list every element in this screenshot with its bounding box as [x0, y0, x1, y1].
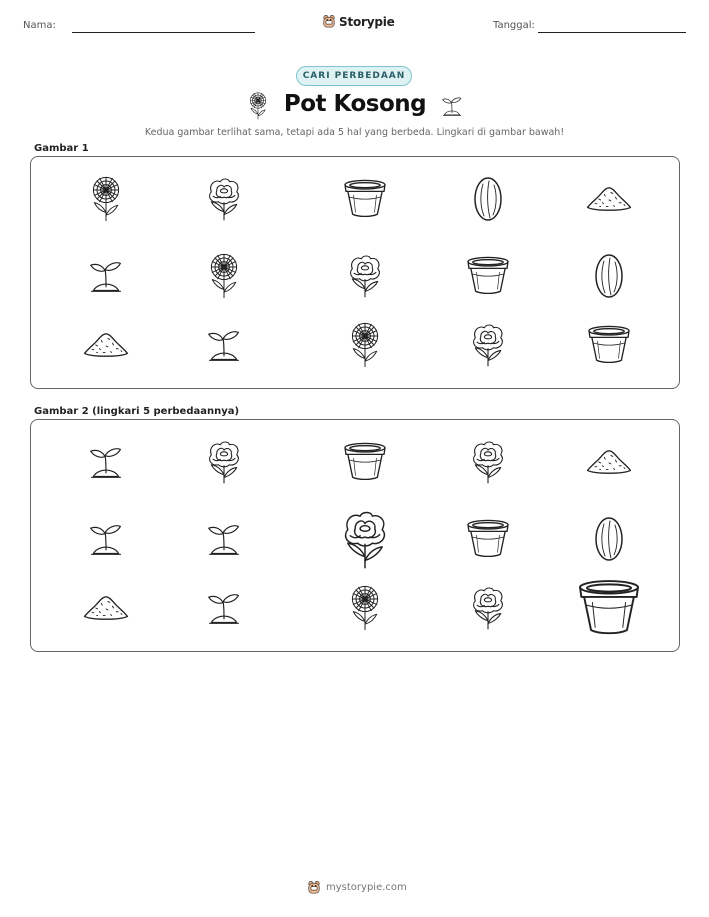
picture-cell: [335, 250, 395, 302]
picture-cell[interactable]: [194, 582, 254, 634]
picture-cell[interactable]: [76, 436, 136, 488]
picture-cell[interactable]: [335, 582, 395, 634]
pot-icon: [466, 519, 510, 559]
storypie-mascot-icon: [322, 14, 336, 29]
sprout-icon: [88, 257, 124, 295]
picture-cell[interactable]: [194, 513, 254, 565]
seed-icon: [594, 516, 624, 562]
peony-icon: [204, 440, 244, 484]
sprout-icon: [88, 443, 124, 481]
picture-cell: [579, 173, 639, 225]
picture-cell: [76, 250, 136, 302]
pot-icon: [587, 325, 631, 365]
picture-cell[interactable]: [579, 570, 639, 646]
picture-panel-1: [30, 156, 680, 389]
picture-cell[interactable]: [579, 436, 639, 488]
picture-cell[interactable]: [335, 436, 395, 488]
name-label: Nama:: [23, 20, 56, 31]
sprout-icon: [441, 94, 463, 118]
chrysanthemum-icon: [247, 92, 269, 120]
picture-cell: [194, 319, 254, 371]
pot-icon: [343, 442, 387, 482]
picture-cell: [335, 319, 395, 371]
picture-cell: [76, 319, 136, 371]
date-input-line[interactable]: [538, 32, 686, 33]
picture-cell: [76, 173, 136, 225]
chrysanthemum-icon: [347, 322, 383, 368]
footer-url: mystorypie.com: [326, 882, 407, 893]
footer: [307, 880, 407, 895]
peony-icon: [338, 510, 392, 569]
picture-cell: [458, 250, 518, 302]
picture-cell: [335, 173, 395, 225]
chrysanthemum-icon: [206, 253, 242, 299]
peony-icon: [468, 440, 508, 484]
picture-cell[interactable]: [194, 436, 254, 488]
section2-label: Gambar 2 (lingkari 5 perbedaannya): [34, 406, 240, 417]
picture-cell[interactable]: [335, 501, 395, 577]
soil-pile-icon: [82, 594, 130, 622]
seed-icon: [473, 176, 503, 222]
chrysanthemum-icon: [88, 176, 124, 222]
picture-cell: [194, 173, 254, 225]
picture-cell[interactable]: [76, 582, 136, 634]
picture-cell: [579, 319, 639, 371]
picture-cell[interactable]: [579, 513, 639, 565]
sprout-icon: [206, 520, 242, 558]
picture-panel-2[interactable]: [30, 419, 680, 652]
picture-cell[interactable]: [76, 513, 136, 565]
peony-icon: [468, 586, 508, 630]
brand-logo: [322, 14, 395, 29]
section1-label: Gambar 1: [34, 143, 89, 154]
picture-cell[interactable]: [458, 436, 518, 488]
date-label: Tanggal:: [493, 20, 535, 31]
brand-name: Storypie: [339, 14, 395, 29]
worksheet-type-badge: CARI PERBEDAAN: [296, 66, 412, 86]
picture-cell: [458, 319, 518, 371]
storypie-mascot-icon: [307, 880, 321, 895]
soil-pile-icon: [585, 448, 633, 476]
sprout-icon: [206, 326, 242, 364]
soil-pile-icon: [82, 331, 130, 359]
picture-cell[interactable]: [458, 582, 518, 634]
peony-icon: [345, 254, 385, 298]
pot-icon: [343, 179, 387, 219]
chrysanthemum-icon: [347, 585, 383, 631]
pot-icon: [577, 579, 641, 637]
sprout-icon: [88, 520, 124, 558]
name-input-line[interactable]: [72, 32, 255, 33]
sprout-icon: [206, 589, 242, 627]
picture-cell[interactable]: [458, 513, 518, 565]
instructions: Kedua gambar terlihat sama, tetapi ada 5 hal yang berbeda. Lingkari di gambar bawah!: [144, 127, 565, 138]
pot-icon: [466, 256, 510, 296]
page-title: Pot Kosong: [283, 91, 427, 117]
picture-cell: [579, 250, 639, 302]
soil-pile-icon: [585, 185, 633, 213]
peony-icon: [204, 177, 244, 221]
seed-icon: [594, 253, 624, 299]
peony-icon: [468, 323, 508, 367]
picture-cell: [194, 250, 254, 302]
picture-cell: [458, 173, 518, 225]
